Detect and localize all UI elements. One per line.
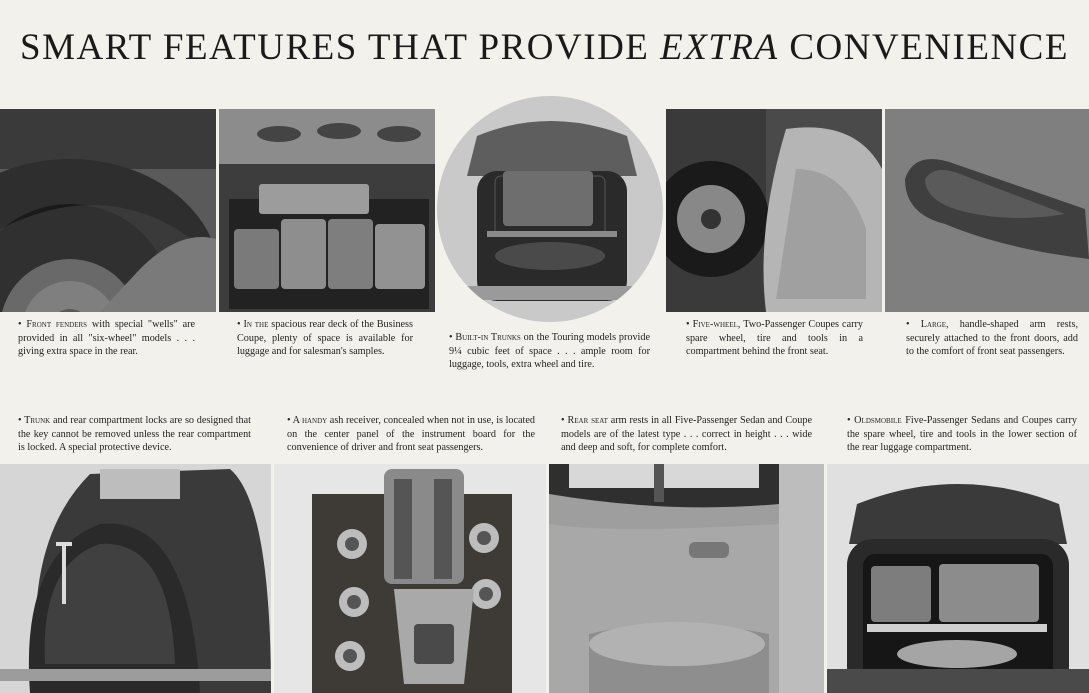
caption-lead: • Oldsmobile [847, 415, 902, 426]
caption-text: Five-Passenger Sedans and Coupes carry the spare wheel, tire and tools in the lower section of the rear luggage compartment. [847, 415, 1077, 454]
caption-ash-receiver [287, 414, 535, 455]
title-text-end: CONVENIENCE [778, 27, 1069, 68]
caption-text: ash receiver, concealed when not in use, is located on the center panel of the instrument board for the convenience of driver and front seat passengers. [287, 415, 535, 454]
caption-text: arm rests in all Five-Passenger Sedan and Coupe models are of the latest type . . . correct in height . . . wide and deep and soft, for complete comfort. [561, 415, 812, 454]
photo-rear-luggage-compartment [827, 464, 1089, 693]
caption-large-arm-rests [906, 318, 1078, 359]
caption-text: with special "wells" are provided in all "six-wheel" models . . . giving extra space in the rear. [18, 319, 196, 358]
caption-lead: • Front fenders [18, 319, 88, 330]
caption-business-coupe [237, 318, 413, 359]
caption-text: handle-shaped arm rests, securely attached to the front doors, add to the comfort of front seat passengers. [906, 319, 1078, 358]
photo-front-fender-well [0, 109, 216, 312]
caption-front-fenders [18, 318, 195, 359]
caption-trunk-locks [18, 414, 251, 455]
photo-built-in-trunk [437, 96, 663, 322]
photo-five-wheel-coupe-compartment [666, 109, 882, 312]
photo-business-coupe-rear-deck [219, 109, 435, 312]
page-title [0, 26, 1089, 69]
caption-five-wheel-coupes [686, 318, 863, 359]
photo-rear-seat-arm-rest [549, 464, 824, 693]
caption-built-in-trunks [449, 331, 650, 372]
photo-front-door-arm-rest [885, 109, 1089, 312]
caption-text: and rear compartment locks are so designed that the key cannot be removed unless the rear compartment is locked. A special protective device. [18, 415, 251, 454]
caption-lead: • In the [237, 319, 269, 330]
caption-text: spacious rear deck of the Business Coupe, plenty of space is available for luggage and for salesman's samples. [237, 319, 413, 358]
photo-trunk-lock [0, 464, 271, 693]
caption-lead: • Five-wheel, [686, 319, 741, 330]
caption-text: Two-Passenger Coupes carry spare wheel, tire and tools in a compartment behind the front seat. [686, 319, 863, 358]
caption-text: on the Touring models provide 9¼ cubic feet of space . . . ample room for luggage, tools, extra wheel and tire. [449, 332, 650, 371]
caption-lead: • Built-in Trunks [449, 332, 521, 343]
caption-lead: • Large, [906, 319, 949, 330]
photo-ash-receiver [274, 464, 546, 693]
title-text: SMART FEATURES THAT PROVIDE [20, 27, 661, 68]
caption-rear-seat-arm-rests [561, 414, 812, 455]
caption-lead: • Rear seat [561, 415, 608, 426]
title-emphasis: EXTRA [660, 27, 779, 68]
caption-oldsmobile-sedans [847, 414, 1077, 455]
caption-lead: • Trunk [18, 415, 51, 426]
caption-lead: • A handy [287, 415, 328, 426]
